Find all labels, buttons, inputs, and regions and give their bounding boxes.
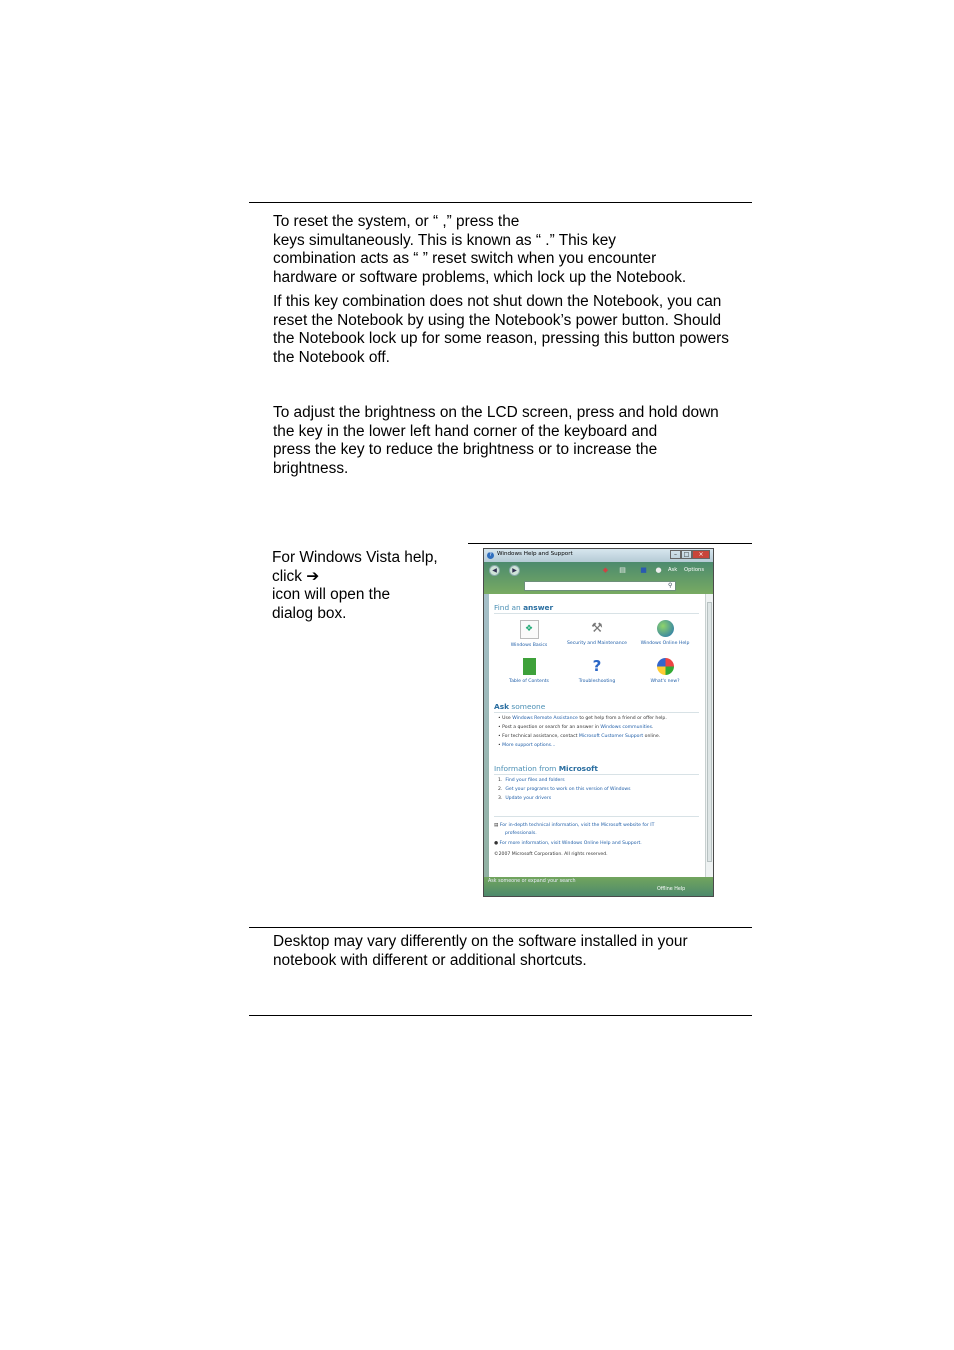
tile-troubleshooting[interactable]: ? Troubleshooting xyxy=(578,657,616,684)
tile-windows-online-help[interactable]: Windows Online Help xyxy=(633,620,697,646)
text-line: To reset the system, or “ ,” press the xyxy=(273,213,520,230)
help-content-pane xyxy=(489,594,705,877)
text-line: notebook with different or additional shortcuts. xyxy=(273,951,587,969)
list-item: • More support options... xyxy=(498,743,556,748)
windows-basics-icon: ❖ xyxy=(520,620,539,639)
text-line: hardware or software problems, which lock up the Notebook. xyxy=(273,268,687,286)
communities-link[interactable]: Windows communities xyxy=(600,725,653,730)
desktop-paragraph xyxy=(273,933,750,970)
text-line: Desktop may vary differently on the software installed in your xyxy=(273,933,688,950)
text-line: combination acts as “ ” reset switch when you encounter xyxy=(273,250,657,268)
customer-support-link[interactable]: Microsoft Customer Support xyxy=(578,734,644,739)
divider xyxy=(494,613,699,614)
divider xyxy=(494,712,699,713)
information-heading: Information from Microsoft xyxy=(494,764,598,773)
browse-help-icon[interactable]: ■ xyxy=(640,566,647,574)
list-item: • For technical assistance, contact Microsoft Customer Support online. xyxy=(498,734,661,739)
bottom-rule xyxy=(249,1015,752,1016)
close-button[interactable]: × xyxy=(692,550,710,559)
list-item: 3. Update your drivers xyxy=(498,796,552,801)
footer-line: ● For more information, visit Windows Online Help and Support. xyxy=(494,841,642,846)
windows-logo-icon xyxy=(657,658,674,675)
text-line: press the key to reduce the brightness or to increase the xyxy=(273,441,658,459)
tile-table-of-contents[interactable]: Table of Contents xyxy=(497,658,561,684)
print-icon[interactable]: ▤ xyxy=(619,566,626,574)
tile-security-maintenance[interactable]: ⚒ Security and Maintenance xyxy=(566,621,627,646)
window-toolbar xyxy=(484,562,713,594)
ask-someone-status-link[interactable]: Ask someone or expand your search xyxy=(488,879,576,884)
text-line: reset the Notebook by using the Notebook’s power button. Should xyxy=(273,311,722,329)
power-button-paragraph xyxy=(273,293,750,367)
copyright: ©2007 Microsoft Corporation. All rights reserved. xyxy=(494,852,608,857)
options-label[interactable]: Options xyxy=(684,567,705,573)
section-rule-desktop xyxy=(249,927,752,928)
footer-line: ▤ For in-depth technical information, visit the Microsoft website for IT xyxy=(494,823,655,828)
top-rule xyxy=(249,202,752,203)
list-item: • Post a question or search for an answer in Windows communities. xyxy=(498,725,654,730)
forward-icon[interactable]: ▶ xyxy=(509,565,520,576)
ask-label[interactable]: Ask xyxy=(668,567,678,573)
window-title: Windows Help and Support xyxy=(497,551,573,557)
find-files-link[interactable]: Find your files and folders xyxy=(505,778,565,783)
divider xyxy=(494,774,699,775)
ask-someone-heading: Ask someone xyxy=(494,702,546,711)
help-icon: ? xyxy=(487,552,494,559)
question-mark-icon: ? xyxy=(592,657,602,675)
wrench-icon: ⚒ xyxy=(591,621,603,636)
list-item: 1. Find your files and folders xyxy=(498,778,565,783)
minimize-button[interactable]: – xyxy=(670,550,681,559)
search-input[interactable] xyxy=(524,581,676,591)
footer-line: professionals. xyxy=(505,831,537,836)
globe-icon xyxy=(657,620,674,637)
help-support-window xyxy=(483,548,714,897)
book-icon xyxy=(523,658,536,675)
tile-windows-basics[interactable]: ❖ Windows Basics xyxy=(497,620,561,648)
list-item: 2. Get your programs to work on this version of Windows xyxy=(498,787,631,792)
scrollbar[interactable] xyxy=(705,594,714,877)
more-support-link[interactable]: More support options... xyxy=(502,743,556,748)
text-line: the Notebook lock up for some reason, pressing this button powers xyxy=(273,330,729,348)
back-icon[interactable]: ◀ xyxy=(489,565,500,576)
section-rule-help xyxy=(468,543,752,544)
vista-help-paragraph xyxy=(272,549,466,623)
reset-paragraph xyxy=(273,213,750,287)
text-line: dialog box. xyxy=(272,604,347,622)
text-line: keys simultaneously. This is known as “ .” This key xyxy=(273,231,616,249)
programs-link[interactable]: Get your programs to work on this version of Windows xyxy=(505,787,631,792)
drivers-link[interactable]: Update your drivers xyxy=(505,796,552,801)
ask-icon[interactable]: ● xyxy=(655,566,662,574)
text-line: the Notebook off. xyxy=(273,348,390,366)
remote-assistance-link[interactable]: Windows Remote Assistance xyxy=(512,716,578,721)
list-item: • Use Windows Remote Assistance to get help from a friend or offer help. xyxy=(498,716,667,721)
tile-whats-new[interactable]: What's new? xyxy=(633,658,697,684)
text-line: To adjust the brightness on the LCD screen, press and hold down xyxy=(273,404,719,421)
text-line: For Windows Vista help, xyxy=(272,549,438,566)
text-line: brightness. xyxy=(273,459,349,477)
text-line: click ➔ xyxy=(272,567,320,585)
home-icon[interactable]: ◆ xyxy=(602,566,609,574)
offline-help-button[interactable]: Offline Help xyxy=(657,887,686,892)
text-line: icon will open the xyxy=(272,586,391,604)
window-statusbar xyxy=(484,877,713,896)
search-icon[interactable]: ⚲ xyxy=(668,582,673,589)
text-line: If this key combination does not shut down the Notebook, you can xyxy=(273,293,722,310)
scroll-thumb[interactable] xyxy=(707,602,712,862)
brightness-paragraph xyxy=(273,404,750,478)
text-line: the key in the lower left hand corner of the keyboard and xyxy=(273,422,658,440)
window-titlebar xyxy=(484,549,713,562)
find-answer-heading: Find an answer xyxy=(494,603,554,612)
maximize-button[interactable]: □ xyxy=(681,550,692,559)
divider xyxy=(494,816,699,817)
